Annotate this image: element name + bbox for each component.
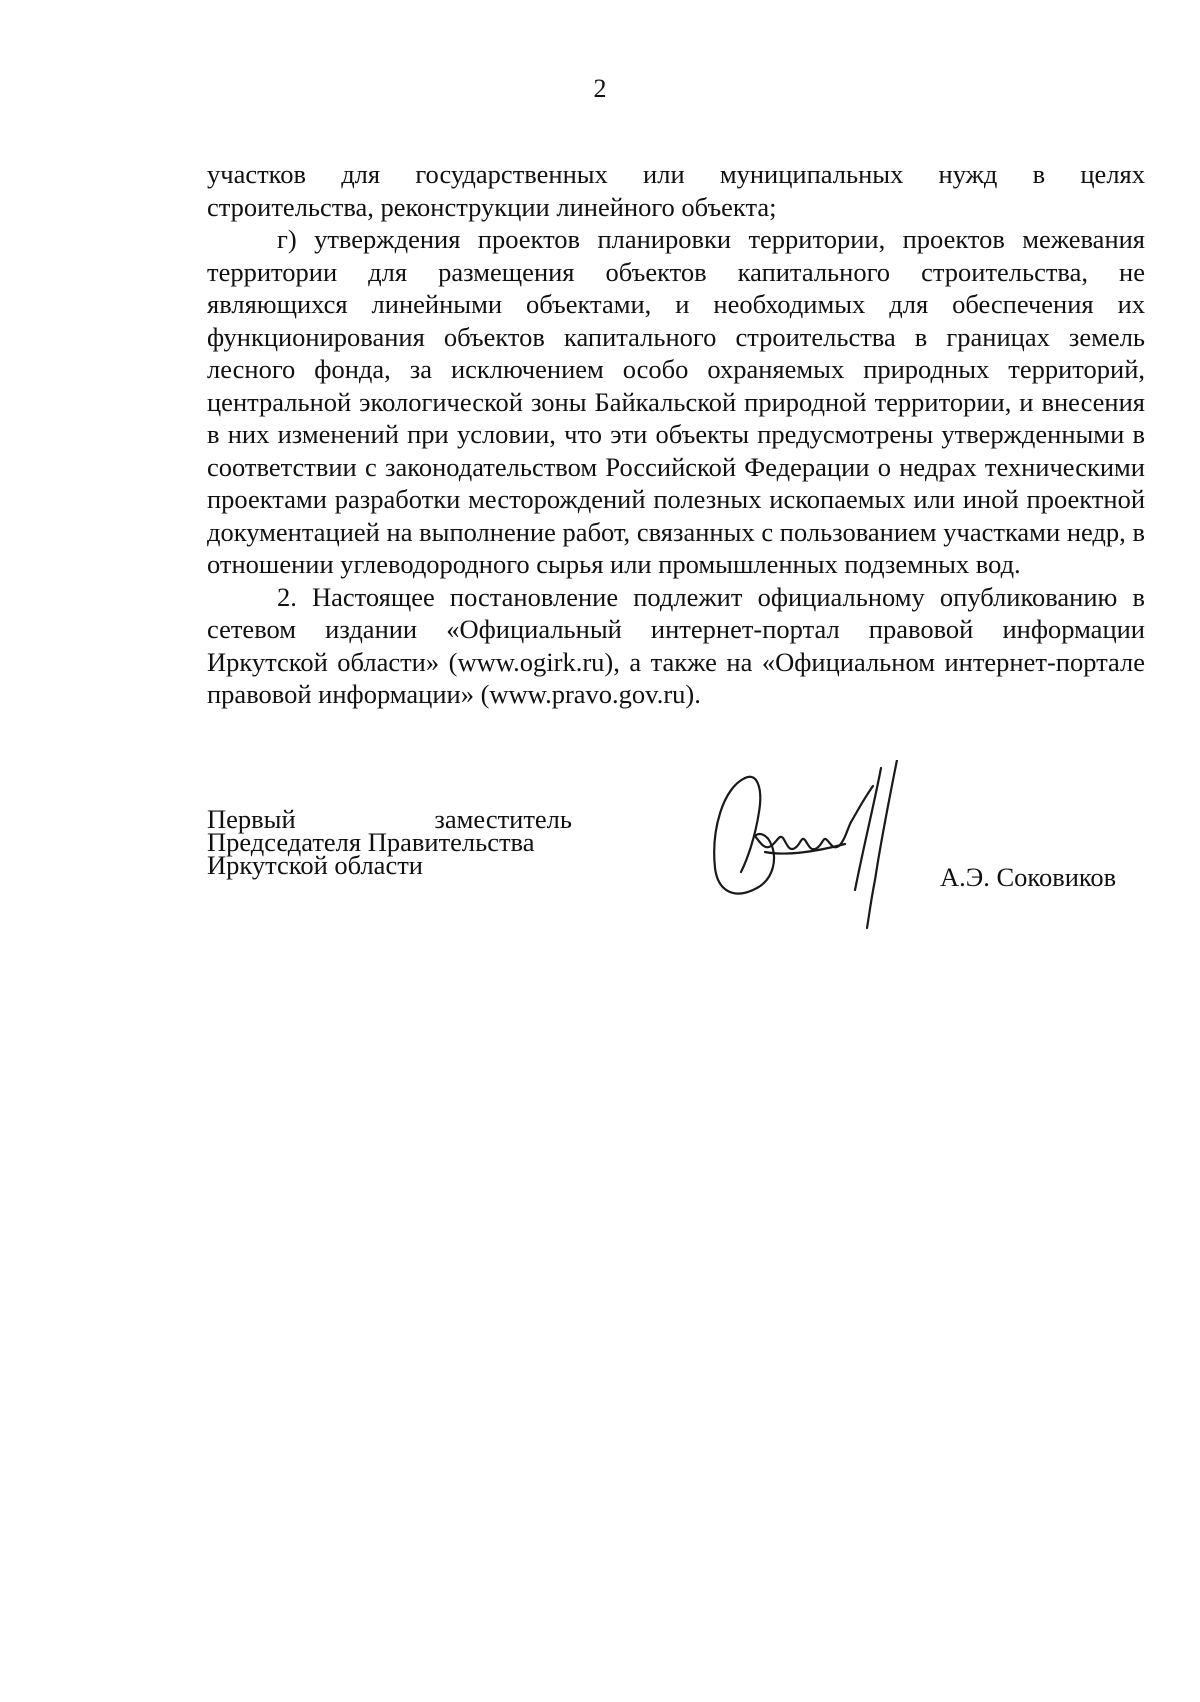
document-body xyxy=(207,158,1145,711)
paragraph-continuation-rest: строительства, реконструкции линейного объекта; xyxy=(207,191,777,222)
handwritten-signature xyxy=(705,760,925,930)
signatory-title-line3: Иркутской области xyxy=(207,850,423,880)
page-number: 2 xyxy=(593,74,607,103)
paragraph-item-g: г) утверждения проектов планировки территории, проектов межевания территории для размещения объектов капитального строительства, не являющихся линейными объектами, и необходимых для обеспечения их функционирования объектов капитального строительства в границах земель лесного фонда, за исключением особо охраняемых природных территорий, центральной экологической зоны Байкальской природной территории, и внесения в них изменений при условии, что эти объекты предусмотрены утвержденными в соответствии с законодательством Российской Федерации о недрах техническими проектами разработки месторождений полезных ископаемых или иной проектной документацией на выполнение работ, связанных с пользованием участками недр, в отношении углеводородного сырья или промышленных подземных вод. xyxy=(207,224,1145,579)
paragraph-continuation-line1: участков для государственных или муниципальных нужд в целях xyxy=(207,159,1145,189)
signatory-title-line1: Первый заместитель xyxy=(207,804,572,834)
signatory-title xyxy=(207,804,572,880)
paragraph-publication: 2. Настоящее постановление подлежит официальному опубликованию в сетевом издании «Официальный интернет-портал правовой информации Иркутской области» (www.ogirk.ru), а также на «Официальном интернет-портале правовой информации» (www.pravo.gov.ru). xyxy=(207,581,1145,709)
paragraph-continuation xyxy=(207,158,1145,223)
signatory-title-line2: Председателя Правительства xyxy=(207,827,535,857)
signer-name: А.Э. Соковиков xyxy=(940,862,1117,892)
